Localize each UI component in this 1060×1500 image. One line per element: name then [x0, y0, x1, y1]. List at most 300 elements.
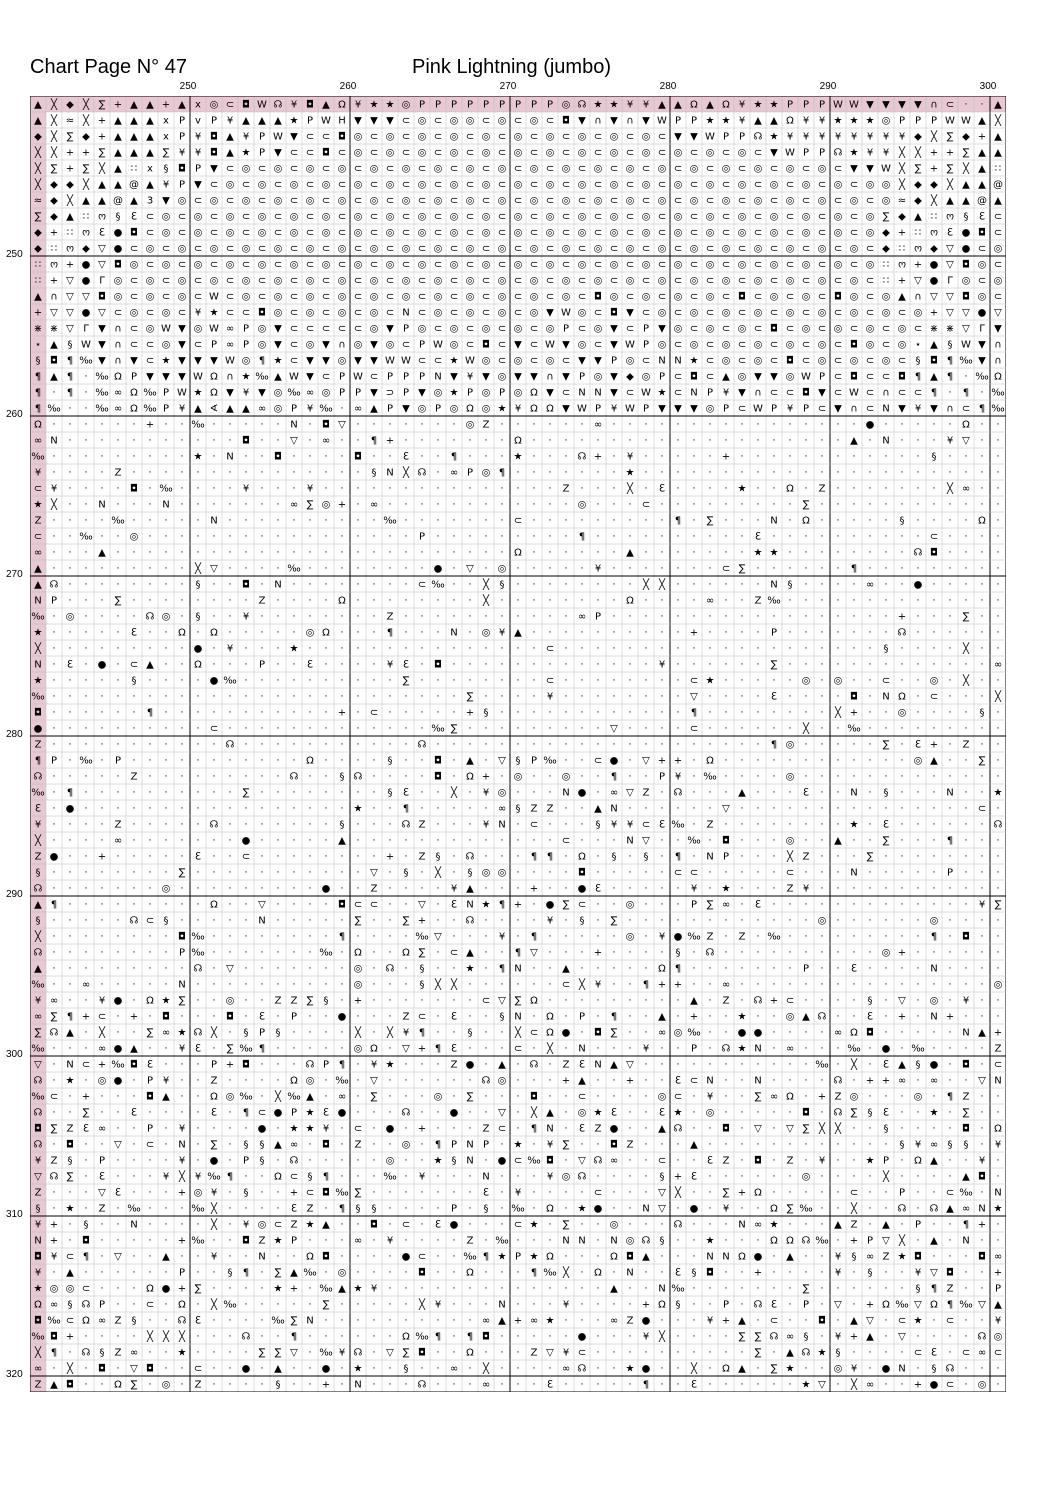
stitch-symbol: ▲ [34, 964, 42, 975]
stitch-symbol: ◎ [146, 244, 155, 255]
stitch-symbol: ● [386, 1124, 395, 1135]
stitch-symbol: ◎ [498, 868, 507, 879]
stitch-symbol: ⊂ [626, 180, 634, 191]
stitch-symbol: · [420, 1236, 423, 1247]
stitch-symbol: P [387, 404, 393, 415]
stitch-symbol: · [548, 452, 551, 463]
stitch-symbol: ╳ [834, 706, 842, 719]
stitch-symbol: Ω [290, 1076, 298, 1087]
stitch-symbol: · [180, 1092, 183, 1103]
stitch-symbol: ⊂ [258, 164, 266, 175]
stitch-symbol: ◘ [914, 1252, 922, 1263]
stitch-symbol: · [884, 916, 887, 927]
stitch-symbol: · [356, 484, 359, 495]
stitch-symbol: ▼ [226, 388, 234, 399]
stitch-symbol: · [628, 804, 631, 815]
stitch-symbol: · [756, 868, 759, 879]
stitch-symbol: ◎ [450, 340, 459, 351]
stitch-symbol: · [132, 788, 135, 799]
stitch-symbol: ⊂ [786, 868, 794, 879]
stitch-symbol: ★ [786, 1364, 795, 1375]
stitch-symbol: · [340, 404, 343, 415]
stitch-symbol: ⊂ [290, 148, 298, 159]
stitch-symbol: · [580, 772, 583, 783]
stitch-symbol: · [436, 1076, 439, 1087]
stitch-symbol: · [116, 580, 119, 591]
stitch-symbol: · [948, 628, 951, 639]
stitch-symbol: · [804, 868, 807, 879]
stitch-symbol: · [484, 852, 487, 863]
stitch-symbol: · [132, 1156, 135, 1167]
stitch-symbol: N [514, 1012, 521, 1023]
stitch-symbol: · [580, 676, 583, 687]
stitch-symbol: ∞ [530, 1316, 538, 1327]
stitch-symbol: · [884, 596, 887, 607]
stitch-symbol: · [100, 836, 103, 847]
stitch-symbol: Ω [738, 1252, 746, 1263]
stitch-symbol: ∑ [131, 1380, 138, 1391]
stitch-symbol: Z [483, 420, 490, 431]
stitch-symbol: ∑ [947, 132, 954, 143]
stitch-symbol: · [900, 1172, 903, 1183]
stitch-symbol: · [164, 900, 167, 911]
stitch-symbol: · [724, 1092, 727, 1103]
stitch-symbol: ▼ [562, 340, 570, 351]
stitch-symbol: · [916, 708, 919, 719]
stitch-symbol: · [724, 548, 727, 559]
stitch-symbol: + [514, 900, 522, 911]
stitch-symbol: ╳ [850, 1202, 858, 1215]
stitch-symbol: · [932, 1316, 935, 1327]
stitch-symbol: · [740, 756, 743, 767]
stitch-symbol: ▼ [194, 180, 202, 191]
stitch-symbol: ▲ [130, 1044, 138, 1055]
stitch-symbol: ∑ [771, 660, 778, 671]
stitch-symbol: ⊂ [706, 340, 714, 351]
stitch-symbol: · [868, 548, 871, 559]
stitch-symbol: ★ [210, 308, 219, 319]
stitch-symbol: ◎ [498, 1076, 507, 1087]
stitch-symbol: ▲ [274, 1140, 282, 1151]
stitch-symbol: ▼ [738, 388, 746, 399]
stitch-symbol: ¶ [83, 1252, 89, 1263]
stitch-symbol: · [372, 788, 375, 799]
stitch-symbol: ⊂ [882, 324, 890, 335]
stitch-symbol: ★ [194, 388, 203, 399]
stitch-symbol: · [788, 1060, 791, 1071]
stitch-symbol: ▲ [674, 100, 682, 111]
stitch-symbol: ▲ [930, 1156, 938, 1167]
stitch-symbol: · [148, 820, 151, 831]
stitch-symbol: ‰ [959, 356, 972, 367]
stitch-symbol: P [723, 404, 729, 415]
stitch-symbol: · [884, 484, 887, 495]
stitch-symbol: · [628, 1380, 631, 1391]
stitch-symbol: ╳ [994, 114, 1002, 127]
stitch-symbol: · [628, 1188, 631, 1199]
stitch-symbol: ◎ [818, 196, 827, 207]
stitch-symbol: · [244, 804, 247, 815]
stitch-symbol: · [244, 452, 247, 463]
stitch-symbol: § [484, 1204, 489, 1215]
stitch-symbol: ⊂ [754, 148, 762, 159]
stitch-symbol: ◎ [866, 324, 875, 335]
stitch-symbol: · [356, 676, 359, 687]
stitch-symbol: ◎ [626, 244, 635, 255]
stitch-symbol: ★ [482, 900, 491, 911]
stitch-symbol: · [820, 1172, 823, 1183]
stitch-symbol: · [788, 596, 791, 607]
stitch-symbol: ◎ [562, 196, 571, 207]
stitch-symbol: ⊂ [146, 340, 154, 351]
stitch-symbol: ⊂ [770, 276, 778, 287]
stitch-symbol: ◘ [962, 292, 970, 303]
stitch-symbol: Z [35, 1380, 42, 1391]
stitch-symbol: · [980, 1316, 983, 1327]
stitch-symbol: · [820, 788, 823, 799]
stitch-symbol: · [148, 1172, 151, 1183]
stitch-symbol: · [84, 852, 87, 863]
stitch-symbol: ⊂ [466, 148, 474, 159]
stitch-symbol: + [770, 996, 778, 1007]
stitch-symbol: · [452, 644, 455, 655]
stitch-symbol: ∞ [34, 1364, 42, 1375]
stitch-symbol: · [372, 1172, 375, 1183]
stitch-symbol: ▽ [610, 724, 618, 735]
stitch-symbol: ¥ [243, 612, 249, 623]
stitch-symbol: ⊂ [642, 308, 650, 319]
stitch-symbol: ¥ [163, 1172, 169, 1183]
stitch-symbol: · [452, 820, 455, 831]
stitch-symbol: · [788, 1284, 791, 1295]
stitch-symbol: ▼ [354, 116, 362, 127]
stitch-symbol: + [930, 740, 938, 751]
stitch-symbol: · [596, 1252, 599, 1263]
stitch-symbol: · [132, 436, 135, 447]
stitch-symbol: · [900, 724, 903, 735]
stitch-symbol: · [916, 1108, 919, 1119]
stitch-symbol: · [132, 820, 135, 831]
stitch-symbol: § [196, 612, 201, 623]
stitch-symbol: · [532, 468, 535, 479]
stitch-symbol: ⊂ [290, 340, 298, 351]
stitch-symbol: ⊂ [722, 212, 730, 223]
stitch-symbol: ◎ [338, 196, 347, 207]
stitch-symbol: Ω [770, 1236, 778, 1247]
stitch-symbol: · [580, 1188, 583, 1199]
stitch-symbol: ◎ [98, 1076, 107, 1087]
stitch-symbol: § [596, 820, 601, 831]
stitch-symbol: ▲ [962, 180, 970, 191]
stitch-symbol: · [724, 660, 727, 671]
stitch-symbol: · [420, 1108, 423, 1119]
column-number-label: 260 [340, 81, 357, 92]
stitch-symbol: · [180, 1204, 183, 1215]
stitch-symbol: · [932, 852, 935, 863]
stitch-symbol: ◎ [322, 212, 331, 223]
stitch-symbol: · [692, 1188, 695, 1199]
stitch-symbol: · [644, 1028, 647, 1039]
stitch-symbol: · [756, 580, 759, 591]
stitch-symbol: ▽ [834, 1300, 842, 1311]
stitch-symbol: ◎ [498, 276, 507, 287]
stitch-symbol: · [180, 836, 183, 847]
stitch-symbol: ⊂ [274, 260, 282, 271]
stitch-symbol: · [820, 1220, 823, 1231]
stitch-symbol: ◎ [610, 228, 619, 239]
stitch-symbol: · [308, 420, 311, 431]
stitch-symbol: · [452, 692, 455, 703]
stitch-symbol: ☊ [674, 788, 683, 799]
stitch-symbol: · [772, 1380, 775, 1391]
stitch-symbol: · [180, 916, 183, 927]
stitch-symbol: · [196, 500, 199, 511]
stitch-symbol: ‰ [31, 452, 44, 463]
stitch-symbol: Ω [578, 852, 586, 863]
stitch-symbol: ◎ [226, 180, 235, 191]
stitch-symbol: · [564, 516, 567, 527]
stitch-symbol: + [98, 852, 106, 863]
stitch-symbol: ⊂ [434, 132, 442, 143]
stitch-symbol: Z [531, 1348, 538, 1359]
stitch-symbol: · [452, 708, 455, 719]
stitch-symbol: ◎ [802, 324, 811, 335]
stitch-symbol: · [468, 452, 471, 463]
stitch-symbol: ∞ [450, 1364, 458, 1375]
stitch-symbol: · [484, 1268, 487, 1279]
stitch-symbol: ⊂ [498, 324, 506, 335]
stitch-symbol: ╳ [66, 194, 74, 207]
stitch-symbol: ● [754, 1028, 763, 1039]
stitch-symbol: · [148, 964, 151, 975]
stitch-symbol: · [164, 772, 167, 783]
stitch-symbol: ◎ [978, 260, 987, 271]
stitch-symbol: · [644, 804, 647, 815]
stitch-symbol: ◎ [434, 292, 443, 303]
stitch-symbol: · [132, 724, 135, 735]
stitch-symbol: · [484, 660, 487, 671]
stitch-symbol: · [596, 772, 599, 783]
stitch-symbol: ¶ [35, 756, 41, 767]
stitch-symbol: ▲ [242, 116, 250, 127]
stitch-symbol: · [196, 676, 199, 687]
stitch-symbol: · [804, 692, 807, 703]
stitch-symbol: · [884, 500, 887, 511]
stitch-symbol: Ω [306, 756, 314, 767]
stitch-symbol: · [196, 884, 199, 895]
stitch-symbol: ● [738, 1028, 747, 1039]
stitch-symbol: ¥ [547, 1172, 553, 1183]
stitch-symbol: · [820, 532, 823, 543]
stitch-symbol: ★ [242, 148, 251, 159]
stitch-symbol: Ω [306, 1252, 314, 1263]
stitch-symbol: ● [562, 1028, 571, 1039]
stitch-symbol: · [820, 932, 823, 943]
stitch-symbol: ▼ [386, 116, 394, 127]
stitch-symbol: · [164, 932, 167, 943]
stitch-symbol: · [740, 452, 743, 463]
stitch-symbol: · [932, 1092, 935, 1103]
stitch-symbol: · [340, 612, 343, 623]
stitch-symbol: · [356, 644, 359, 655]
stitch-symbol: · [196, 1012, 199, 1023]
stitch-symbol: · [996, 964, 999, 975]
stitch-symbol: ⊂ [258, 276, 266, 287]
stitch-symbol: · [900, 596, 903, 607]
stitch-symbol: · [868, 1124, 871, 1135]
stitch-symbol: ╳ [898, 162, 906, 175]
stitch-symbol: · [468, 436, 471, 447]
stitch-symbol: · [932, 516, 935, 527]
stitch-symbol: ⊂ [658, 180, 666, 191]
stitch-symbol: · [356, 708, 359, 719]
stitch-symbol: · [612, 1172, 615, 1183]
stitch-symbol: · [68, 740, 71, 751]
stitch-symbol: · [164, 1044, 167, 1055]
stitch-symbol: ▼ [562, 404, 570, 415]
stitch-symbol: · [724, 420, 727, 431]
stitch-symbol: · [404, 1092, 407, 1103]
stitch-symbol: · [404, 836, 407, 847]
stitch-symbol: · [596, 1012, 599, 1023]
stitch-symbol: · [212, 884, 215, 895]
stitch-symbol: · [468, 596, 471, 607]
stitch-symbol: ● [114, 228, 123, 239]
stitch-symbol: ¥ [35, 1268, 41, 1279]
stitch-symbol: ∞ [498, 804, 506, 815]
stitch-symbol: ∩ [338, 340, 345, 351]
stitch-symbol: · [388, 772, 391, 783]
stitch-symbol: · [964, 868, 967, 879]
stitch-symbol: ● [322, 884, 331, 895]
stitch-symbol: · [948, 1108, 951, 1119]
stitch-symbol: · [516, 820, 519, 831]
stitch-symbol: ⊂ [738, 308, 746, 319]
stitch-symbol: Ω [178, 1300, 186, 1311]
stitch-symbol: · [820, 1140, 823, 1151]
stitch-symbol: ◘ [322, 1188, 330, 1199]
stitch-symbol: · [100, 564, 103, 575]
stitch-symbol: ¶ [675, 964, 681, 975]
stitch-symbol: ⊂ [322, 196, 330, 207]
stitch-symbol: · [244, 1348, 247, 1359]
stitch-symbol: · [932, 1172, 935, 1183]
stitch-symbol: Ω [34, 420, 42, 431]
stitch-symbol: ◎ [706, 148, 715, 159]
stitch-symbol: · [388, 1380, 391, 1391]
stitch-symbol: ⊂ [306, 180, 314, 191]
stitch-symbol: ◘ [34, 708, 42, 719]
stitch-symbol: ▼ [370, 356, 378, 367]
stitch-symbol: · [708, 1284, 711, 1295]
stitch-symbol: · [324, 916, 327, 927]
stitch-symbol: · [644, 996, 647, 1007]
stitch-symbol: ╳ [418, 1298, 426, 1311]
stitch-symbol: Z [211, 1076, 218, 1087]
stitch-symbol: ∑ [243, 788, 250, 799]
stitch-symbol: · [196, 804, 199, 815]
stitch-symbol: · [660, 916, 663, 927]
stitch-symbol: · [532, 980, 535, 991]
stitch-symbol: P [451, 1140, 457, 1151]
stitch-symbol: ℇ [867, 1012, 873, 1023]
stitch-symbol: · [276, 1188, 279, 1199]
stitch-symbol: ◆ [50, 180, 58, 191]
stitch-symbol: + [82, 1012, 90, 1023]
stitch-symbol: ¶ [531, 932, 537, 943]
stitch-symbol: ▲ [930, 372, 938, 383]
stitch-symbol: · [804, 548, 807, 559]
stitch-symbol: ∑ [611, 916, 618, 927]
stitch-symbol: · [388, 500, 391, 511]
stitch-symbol: ‰ [319, 1348, 332, 1359]
stitch-symbol: ⊂ [242, 260, 250, 271]
stitch-symbol: · [484, 756, 487, 767]
stitch-symbol: ▽ [114, 1140, 122, 1151]
stitch-symbol: ¥ [803, 884, 809, 895]
stitch-symbol: ∷ [915, 228, 921, 239]
stitch-symbol: ╳ [658, 1330, 666, 1343]
stitch-symbol: ◎ [786, 772, 795, 783]
stitch-symbol: · [612, 692, 615, 703]
stitch-symbol: ☊ [178, 1316, 187, 1327]
stitch-symbol: · [804, 1076, 807, 1087]
stitch-symbol: ‰ [191, 948, 204, 959]
stitch-symbol: · [404, 484, 407, 495]
stitch-symbol: · [68, 756, 71, 767]
stitch-symbol: ▲ [162, 1252, 170, 1263]
stitch-symbol: ⊂ [514, 164, 522, 175]
stitch-symbol: ⊂ [354, 244, 362, 255]
stitch-symbol: ⊂ [530, 212, 538, 223]
stitch-symbol: · [260, 484, 263, 495]
stitch-symbol: ◎ [514, 324, 523, 335]
stitch-symbol: ◘ [418, 1348, 426, 1359]
stitch-symbol: Ω [786, 1092, 794, 1103]
stitch-symbol: ⊂ [738, 196, 746, 207]
stitch-symbol: · [772, 1028, 775, 1039]
stitch-symbol: ⊂ [738, 164, 746, 175]
stitch-symbol: ╳ [210, 1202, 218, 1215]
stitch-symbol: · [52, 772, 55, 783]
stitch-symbol: ◎ [610, 212, 619, 223]
stitch-symbol: · [676, 724, 679, 735]
stitch-symbol: ▼ [178, 324, 186, 335]
stitch-symbol: · [740, 420, 743, 431]
stitch-symbol: · [52, 388, 55, 399]
stitch-symbol: · [692, 740, 695, 751]
stitch-symbol: ☊ [306, 1060, 315, 1071]
stitch-symbol: ⊂ [722, 228, 730, 239]
stitch-symbol: ◎ [626, 196, 635, 207]
stitch-symbol: ╳ [210, 1298, 218, 1311]
stitch-symbol: · [852, 932, 855, 943]
stitch-symbol: ╳ [834, 1122, 842, 1135]
stitch-symbol: ¥ [179, 148, 185, 159]
stitch-symbol: Ω [882, 1300, 890, 1311]
stitch-symbol: ∞ [98, 1316, 106, 1327]
stitch-symbol: ▼ [178, 372, 186, 383]
stitch-symbol: · [404, 1268, 407, 1279]
stitch-symbol: · [452, 964, 455, 975]
stitch-symbol: · [452, 676, 455, 687]
stitch-symbol: · [436, 1060, 439, 1071]
stitch-symbol: ╳ [178, 1170, 186, 1183]
stitch-symbol: · [836, 1204, 839, 1215]
stitch-symbol: Ω [594, 1268, 602, 1279]
stitch-symbol: ◎ [322, 388, 331, 399]
stitch-symbol: ▲ [690, 1140, 698, 1151]
